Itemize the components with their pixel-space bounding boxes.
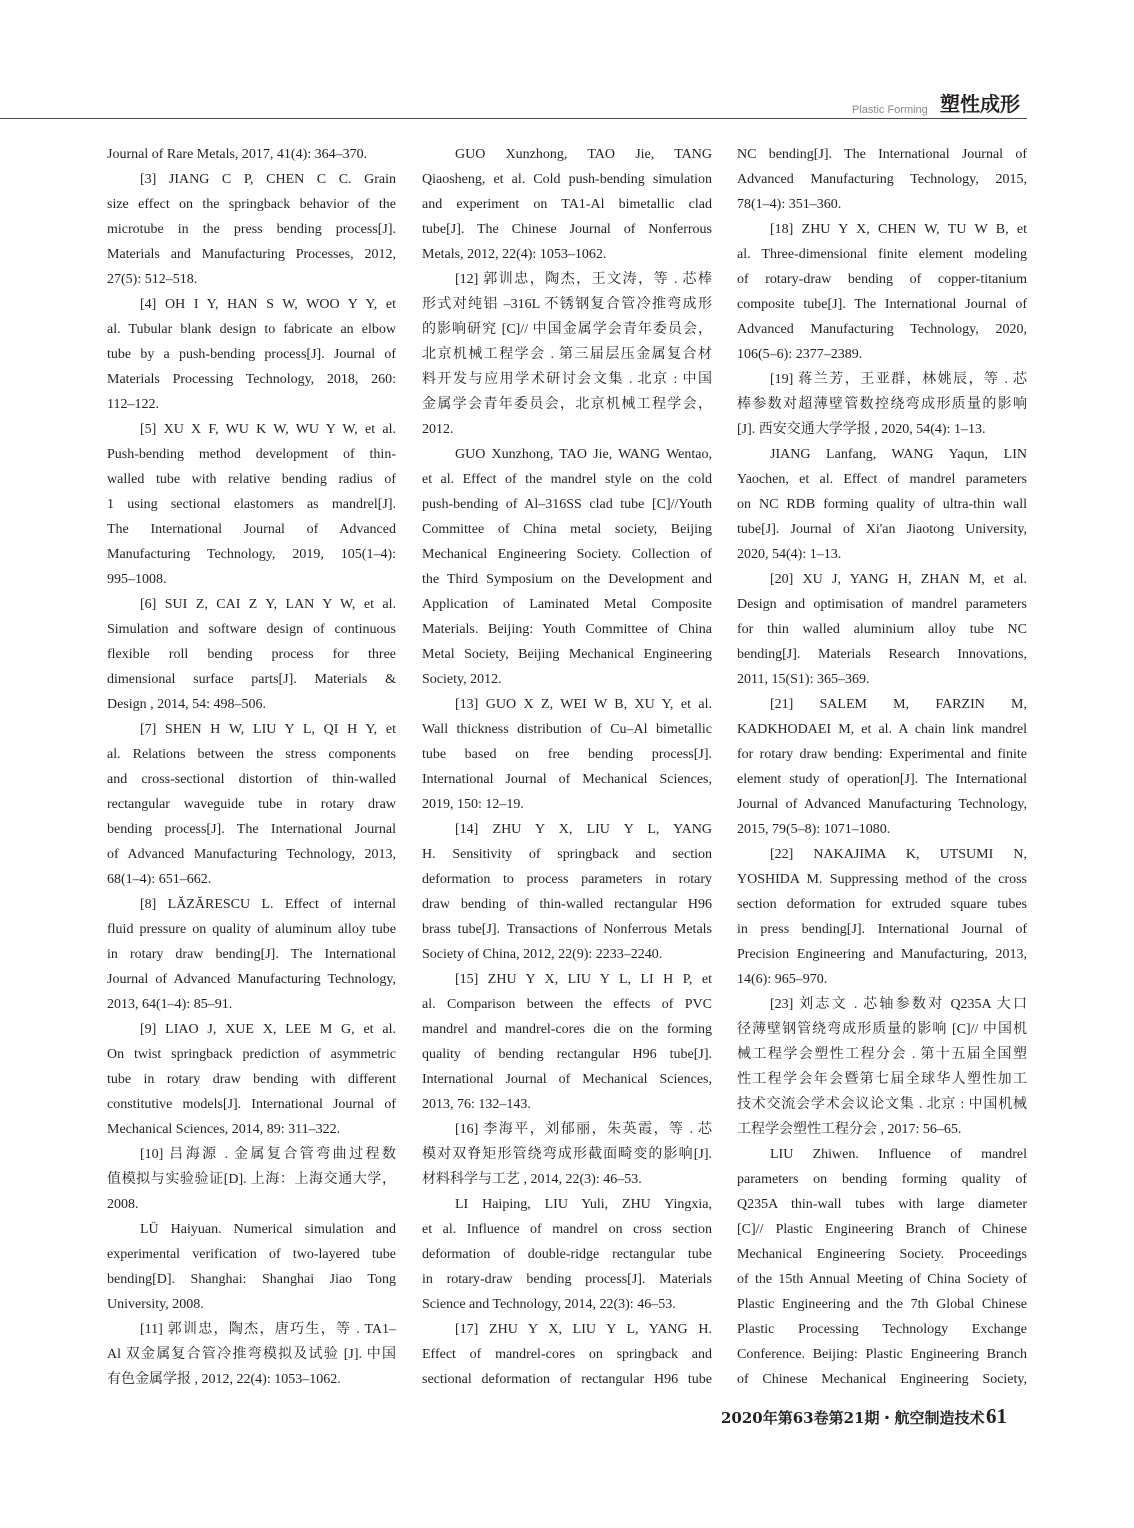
text-line: and cross-sectional distortion of thin-walled	[107, 772, 396, 787]
text-line: 2012.	[422, 422, 454, 437]
text-line: section deformation for extruded square tubes	[737, 897, 1027, 912]
text-line: International Journal of Mechanical Sciences,	[422, 1072, 712, 1087]
text-line: [C]// Plastic Engineering Branch of Chinese	[737, 1222, 1027, 1237]
text-line: [6] SUI Z, CAI Z Y, LAN Y W, et al.	[140, 597, 396, 612]
text-line: on NC RDB forming quality of ultra-thin wall	[737, 497, 1027, 512]
text-line: bending[D]. Shanghai: Shanghai Jiao Tong	[107, 1272, 396, 1287]
text-line: Application of Laminated Metal Composite	[422, 597, 712, 612]
text-line: Journal of Rare Metals, 2017, 41(4): 364–370.	[107, 147, 368, 162]
reference-paragraph	[107, 717, 396, 892]
text-line: in rotary draw bending[J]. The International	[107, 947, 396, 962]
reference-paragraph	[107, 1017, 396, 1142]
text-line: parameters on bending forming quality of	[737, 1172, 1027, 1187]
reference-paragraph	[422, 1317, 712, 1392]
text-line: 2015, 79(5–8): 1071–1080.	[737, 822, 891, 837]
text-line: KADKHODAEI M, et al. A chain link mandrel	[737, 722, 1027, 737]
text-line: tube by a push-bending process[J]. Journal of	[107, 347, 396, 362]
text-line: Journal of Advanced Manufacturing Technology,	[107, 972, 396, 987]
text-line: fluid pressure on quality of aluminum alloy tube	[107, 922, 396, 937]
text-line: Plastic Processing Technology Exchange	[737, 1322, 1027, 1337]
text-line: 值模拟与实验验证[D]. 上海：上海交通大学，	[107, 1172, 396, 1187]
text-line: and experiment on TA1-Al bimetallic clad	[422, 197, 712, 212]
text-line: Qiaosheng, et al. Cold push-bending simulation	[422, 172, 712, 187]
text-line: [3] JIANG C P, CHEN C C. Grain	[140, 172, 396, 187]
text-line: 械工程学会塑性工程分会 . 第十五届全国塑	[737, 1047, 1027, 1062]
reference-column-2	[422, 142, 712, 1392]
text-line: Conference. Beijing: Plastic Engineering Branch	[737, 1347, 1027, 1362]
reference-paragraph	[422, 967, 712, 1117]
reference-column-1	[107, 142, 396, 1392]
text-line: walled tube with relative bending radius of	[107, 472, 396, 487]
running-header-section-cn: 塑性成形	[940, 92, 1020, 116]
text-line: sectional deformation of rectangular H96 tube	[422, 1372, 712, 1387]
text-line: [20] XU J, YANG H, ZHAN M, et al.	[770, 572, 1027, 587]
reference-paragraph	[107, 417, 396, 592]
text-line: Mechanical Engineering Society. Proceedings	[737, 1247, 1027, 1262]
text-line: [11] 郭训忠，陶杰，唐巧生，等 . TA1–	[140, 1322, 396, 1337]
text-line: Precision Engineering and Manufacturing, 2013,	[737, 947, 1027, 962]
text-line: [17] ZHU Y X, LIU Y L, YANG H.	[455, 1322, 712, 1337]
text-line: al. Comparison between the effects of PVC	[422, 997, 712, 1012]
text-line: Wall thickness distribution of Cu–Al bimetallic	[422, 722, 712, 737]
text-line: 的影响研究 [C]// 中国金属学会青年委员会，	[422, 322, 712, 337]
text-line: microtube in the press bending process[J].	[107, 222, 396, 237]
reference-paragraph	[107, 892, 396, 1017]
text-line: Al 双金属复合管冷推弯模拟及试验 [J]. 中国	[107, 1347, 396, 1362]
text-line: Simulation and software design of continuous	[107, 622, 396, 637]
text-line: quality of bending rectangular H96 tube[J].	[422, 1047, 712, 1062]
text-line: bending[J]. Materials Research Innovations,	[737, 647, 1027, 662]
text-line: JIANG Lanfang, WANG Yaqun, LIN	[770, 447, 1027, 462]
page-number: 61	[986, 1404, 1007, 1428]
reference-paragraph	[737, 842, 1027, 992]
text-line: [10] 吕海源 . 金属复合管弯曲过程数	[140, 1147, 396, 1162]
text-line: On twist springback prediction of asymmetric	[107, 1047, 396, 1062]
text-line: tube based on free bending process[J].	[422, 747, 712, 762]
text-line: [16] 李海平，刘郁丽，朱英霞，等 . 芯	[455, 1122, 712, 1137]
text-line: Advanced Manufacturing Technology, 2020,	[737, 322, 1027, 337]
reference-paragraph	[737, 1142, 1027, 1392]
text-line: 106(5–6): 2377–2389.	[737, 347, 863, 362]
text-line: [22] NAKAJIMA K, UTSUMI N,	[770, 847, 1027, 862]
text-line: International Journal of Mechanical Sciences,	[422, 772, 712, 787]
text-line: flexible roll bending process for three	[107, 647, 396, 662]
reference-paragraph	[422, 1117, 712, 1192]
reference-paragraph	[107, 292, 396, 417]
text-line: tube in rotary draw bending with different	[107, 1072, 396, 1087]
text-line: of Advanced Manufacturing Technology, 2013,	[107, 847, 396, 862]
text-line: Mechanical Engineering Society. Collection of	[422, 547, 712, 562]
text-line: deformation to process parameters in rotary	[422, 872, 712, 887]
text-line: Effect of mandrel-cores on springback and	[422, 1347, 712, 1362]
reference-paragraph	[107, 1217, 396, 1317]
text-line: Design and optimisation of mandrel parameters	[737, 597, 1027, 612]
text-line: of rotary-draw bending of copper-titanium	[737, 272, 1027, 287]
text-line: in press bending[J]. International Journal of	[737, 922, 1027, 937]
text-line: [4] OH I Y, HAN S W, WOO Y Y, et	[140, 297, 396, 312]
reference-paragraph	[737, 442, 1027, 567]
text-line: Yaochen, et al. Effect of mandrel parameters	[737, 472, 1027, 487]
text-line: 模对双脊矩形管绕弯成形截面畸变的影响[J].	[422, 1147, 712, 1162]
text-line: 工程学会塑性工程分会 , 2017: 56–65.	[737, 1122, 962, 1137]
running-header-section-en: Plastic Forming	[852, 104, 928, 116]
text-line: 棒参数对超薄壁管数控绕弯成形质量的影响	[737, 397, 1027, 412]
text-line: Q235A thin-wall tubes with large diameter	[737, 1197, 1027, 1212]
text-line: Plastic Engineering and the 7th Global Chinese	[737, 1297, 1027, 1312]
text-line: [7] SHEN H W, LIU Y L, QI H Y, et	[140, 722, 396, 737]
text-line: LI Haiping, LIU Yuli, ZHU Yingxia,	[455, 1197, 712, 1212]
text-line: Science and Technology, 2014, 22(3): 46–53.	[422, 1297, 676, 1312]
text-line: [9] LIAO J, XUE X, LEE M G, et al.	[140, 1022, 396, 1037]
text-line: element study of operation[J]. The International	[737, 772, 1027, 787]
text-line: in rotary-draw bending process[J]. Materials	[422, 1272, 712, 1287]
text-line: Manufacturing Technology, 2019, 105(1–4):	[107, 547, 396, 562]
text-line: Advanced Manufacturing Technology, 2015,	[737, 172, 1027, 187]
reference-paragraph	[107, 142, 396, 167]
text-line: LÜ Haiyuan. Numerical simulation and	[140, 1222, 396, 1237]
text-line: 2013, 76: 132–143.	[422, 1097, 531, 1112]
text-line: Design , 2014, 54: 498–506.	[107, 697, 267, 712]
text-line: 性工程学会年会暨第七届全球华人塑性加工	[737, 1072, 1027, 1087]
text-line: experimental verification of two-layered tube	[107, 1247, 396, 1262]
text-line: 2020, 54(4): 1–13.	[737, 547, 842, 562]
reference-paragraph	[737, 692, 1027, 842]
text-line: tube[J]. The Chinese Journal of Nonferrous	[422, 222, 712, 237]
text-line: of the 15th Annual Meeting of China Society of	[737, 1272, 1027, 1287]
text-line: 1 using sectional elastomers as mandrel[J].	[107, 497, 396, 512]
text-line: 112–122.	[107, 397, 159, 412]
text-line: [J]. 西安交通大学学报 , 2020, 54(4): 1–13.	[737, 422, 986, 437]
text-line: brass tube[J]. Transactions of Nonferrous Metals	[422, 922, 712, 937]
text-line: 14(6): 965–970.	[737, 972, 828, 987]
text-line: Journal of Advanced Manufacturing Technology,	[737, 797, 1027, 812]
reference-paragraph	[107, 1142, 396, 1217]
text-line: push-bending of Al–316SS clad tube [C]//Youth	[422, 497, 712, 512]
text-line: GUO Xunzhong, TAO Jie, WANG Wentao,	[455, 447, 712, 462]
text-line: mandrel and mandrel-cores die on the forming	[422, 1022, 712, 1037]
text-line: 形式对纯铝 –316L 不锈钢复合管冷推弯成形	[422, 297, 712, 312]
text-line: et al. Effect of the mandrel style on the cold	[422, 472, 712, 487]
text-line: Metal Society, Beijing Mechanical Engineering	[422, 647, 712, 662]
text-line: [15] ZHU Y X, LIU Y L, LI H P, et	[455, 972, 712, 987]
text-line: al. Relations between the stress components	[107, 747, 396, 762]
text-line: GUO Xunzhong, TAO Jie, TANG	[455, 147, 712, 162]
text-line: 有色金属学报 , 2012, 22(4): 1053–1062.	[107, 1372, 341, 1387]
header-rule	[0, 118, 1027, 119]
reference-paragraph	[107, 592, 396, 717]
text-line: draw bending of thin-walled rectangular H96	[422, 897, 712, 912]
text-line: the Third Symposium on the Development and	[422, 572, 712, 587]
text-line: Society, 2012.	[422, 672, 502, 687]
text-line: 2008.	[107, 1197, 139, 1212]
text-line: et al. Influence of mandrel on cross section	[422, 1222, 712, 1237]
text-line: 2011, 15(S1): 365–369.	[737, 672, 870, 687]
text-line: of Chinese Mechanical Engineering Society,	[737, 1372, 1027, 1387]
text-line: LIU Zhiwen. Influence of mandrel	[770, 1147, 1027, 1162]
text-line: H. Sensitivity of springback and section	[422, 847, 712, 862]
text-line: [21] SALEM M, FARZIN M,	[770, 697, 1027, 712]
text-line: dimensional surface parts[J]. Materials &	[107, 672, 396, 687]
text-line: 78(1–4): 351–360.	[737, 197, 842, 212]
text-line: 2019, 150: 12–19.	[422, 797, 524, 812]
text-line: 995–1008.	[107, 572, 167, 587]
text-line: Society of China, 2012, 22(9): 2233–2240.	[422, 947, 663, 962]
text-line: tube[J]. Journal of Xi'an Jiaotong University,	[737, 522, 1027, 537]
footer-journal-info: 2020年第63卷第21期・航空制造技术	[721, 1409, 985, 1427]
reference-paragraph	[422, 142, 712, 267]
reference-paragraph	[422, 817, 712, 967]
text-line: constitutive models[J]. International Journal of	[107, 1097, 396, 1112]
text-line: [14] ZHU Y X, LIU Y L, YANG	[455, 822, 712, 837]
text-line: [13] GUO X Z, WEI W B, XU Y, et al.	[455, 697, 712, 712]
reference-paragraph	[107, 1317, 396, 1392]
text-line: 金属学会青年委员会，北京机械工程学会，	[422, 397, 712, 412]
text-line: rectangular waveguide tube in rotary draw	[107, 797, 396, 812]
text-line: 料开发与应用学术研讨会文集 . 北京 : 中国	[422, 372, 712, 387]
text-line: NC bending[J]. The International Journal of	[737, 147, 1027, 162]
text-line: 径薄壁钢管绕弯成形质量的影响 [C]// 中国机	[737, 1022, 1027, 1037]
text-line: al. Tubular blank design to fabricate an elbow	[107, 322, 396, 337]
text-line: University, 2008.	[107, 1297, 204, 1312]
reference-paragraph	[422, 442, 712, 692]
text-line: Push-bending method development of thin-	[107, 447, 396, 462]
text-line: [19] 蒋兰芳，王亚群，林姚辰，等 . 芯	[770, 372, 1027, 387]
reference-paragraph	[737, 142, 1027, 217]
text-line: The International Journal of Advanced	[107, 522, 396, 537]
text-line: [18] ZHU Y X, CHEN W, TU W B, et	[770, 222, 1027, 237]
reference-paragraph	[422, 1192, 712, 1317]
reference-paragraph	[737, 217, 1027, 367]
text-line: Materials. Beijing: Youth Committee of China	[422, 622, 712, 637]
reference-paragraph	[422, 267, 712, 442]
text-line: 北京机械工程学会 . 第三届层压金属复合材	[422, 347, 712, 362]
text-line: 27(5): 512–518.	[107, 272, 198, 287]
reference-column-3	[737, 142, 1027, 1392]
text-line: bending process[J]. The International Journal	[107, 822, 396, 837]
text-line: 2013, 64(1–4): 85–91.	[107, 997, 233, 1012]
text-line: Materials Processing Technology, 2018, 260:	[107, 372, 396, 387]
text-line: composite tube[J]. The International Journal of	[737, 297, 1027, 312]
text-line: for rotary draw bending: Experimental and finite	[737, 747, 1027, 762]
text-line: [5] XU X F, WU K W, WU Y W, et al.	[140, 422, 396, 437]
reference-paragraph	[422, 692, 712, 817]
reference-paragraph	[737, 567, 1027, 692]
reference-paragraph	[107, 167, 396, 292]
text-line: [23] 刘志文 . 芯轴参数对 Q235A 大口	[770, 997, 1027, 1012]
text-line: Metals, 2012, 22(4): 1053–1062.	[422, 247, 607, 262]
text-line: [8] LĂZĂRESCU L. Effect of internal	[140, 897, 396, 912]
text-line: 材料科学与工艺 , 2014, 22(3): 46–53.	[422, 1172, 642, 1187]
reference-paragraph	[737, 992, 1027, 1142]
text-line: deformation of double-ridge rectangular tube	[422, 1247, 712, 1262]
text-line: size effect on the springback behavior of the	[107, 197, 396, 212]
text-line: for thin walled aluminium alloy tube NC	[737, 622, 1027, 637]
text-line: Materials and Manufacturing Processes, 2012,	[107, 247, 396, 262]
text-line: al. Three-dimensional finite element modeling	[737, 247, 1027, 262]
text-line: Mechanical Sciences, 2014, 89: 311–322.	[107, 1122, 341, 1137]
text-line: Committee of China metal society, Beijing	[422, 522, 712, 537]
reference-paragraph	[737, 367, 1027, 442]
text-line: [12] 郭训忠，陶杰，王文涛，等 . 芯棒	[455, 272, 712, 287]
text-line: YOSHIDA M. Suppressing method of the cross	[737, 872, 1027, 887]
text-line: 68(1–4): 651–662.	[107, 872, 212, 887]
text-line: 技术交流会学术会议论文集 . 北京 : 中国机械	[737, 1097, 1027, 1112]
